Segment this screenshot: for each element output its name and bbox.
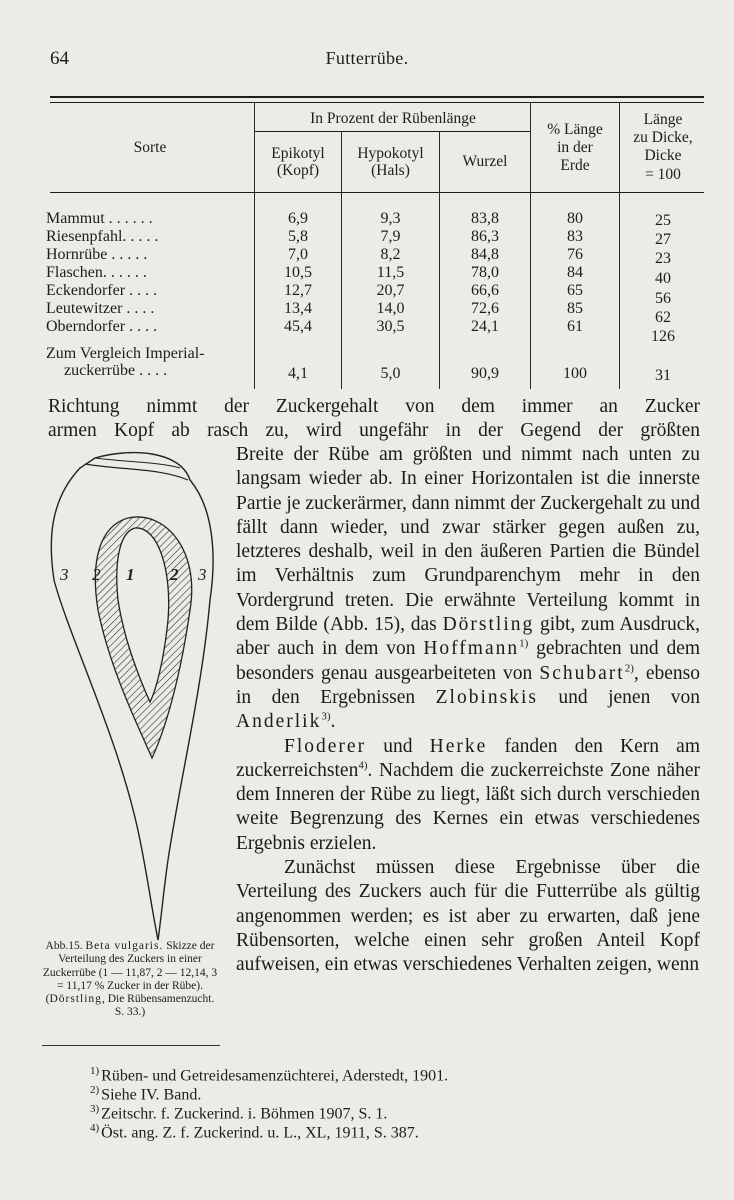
paragraph: Zunächst müssen diese Ergebnisse über die Verteilung des Zuckers auch für die Futterrübe als gültig angenommen werden; es ist aber zu erwarten, daß jene Rübensorten, welche einen sehr großen Anteil Kopf aufweisen, ein etwas verschiedenes Verhalten zeigen, wenn — [236, 857, 700, 976]
author-name: Anderlik — [236, 711, 322, 733]
cell-epikotyl: 13,4 — [284, 300, 312, 317]
cell-wurzel: 66,6 — [471, 282, 499, 299]
body-text-full — [48, 395, 700, 444]
header-hypokotyl-sub: (Hals) — [371, 162, 410, 179]
cell-laenge: 126 — [651, 328, 675, 345]
header-sorte: Sorte — [133, 139, 167, 156]
cell-laenge: 23 — [655, 250, 671, 267]
figure-caption: Abb.15. Beta vulgaris. Skizze der Verteilung des Zuckers in einer Zuckerrübe (1 — 11,87, 2 — 12,14, 3 = 11,17 % Zucker in der Rübe). (Dörstling, Die Rübensamenzucht. S. 33.) — [42, 940, 218, 1019]
cell-erde: 80 — [567, 210, 583, 227]
cell-wurzel: 78,0 — [471, 264, 499, 281]
author-name: Schubart — [539, 662, 625, 684]
header-laenge-3: Dicke — [644, 147, 682, 164]
row-sorte: Mammut . . . . . . — [46, 210, 153, 227]
footnote: $^{2)}$ Siehe IV. Band. — [90, 1084, 202, 1104]
cell-epikotyl: 4,1 — [288, 365, 308, 382]
data-table — [0, 0, 734, 400]
group-header-rule — [255, 131, 530, 132]
cell-erde: 100 — [563, 365, 587, 382]
text-line: armen Kopf ab rasch zu, wird ungefähr in der Gegend der größten — [48, 420, 700, 442]
author-name: Hoffmann — [423, 638, 520, 660]
cell-hypokotyl: 9,3 — [380, 210, 401, 227]
cell-hypokotyl: 20,7 — [376, 282, 405, 299]
cell-hypokotyl: 5,0 — [380, 365, 401, 382]
cell-hypokotyl: 8,2 — [380, 246, 401, 263]
author-name: Zlobinskis — [435, 686, 538, 708]
cell-hypokotyl: 7,9 — [380, 228, 401, 245]
text-line: Richtung nimmt der Zuckergehalt von dem immer an Zucker — [48, 396, 700, 417]
row-sorte-cont: zuckerrübe . . . . — [64, 362, 168, 379]
header-epikotyl-sub: (Kopf) — [276, 162, 320, 179]
header-laenge-2: zu Dicke, — [633, 129, 693, 146]
footnote-ref: 2) — [624, 662, 634, 675]
header-bottom-rule — [50, 192, 704, 193]
cell-laenge: 56 — [655, 290, 671, 307]
zone-label: 2 — [92, 565, 101, 584]
row-sorte: Hornrübe . . . . . — [46, 246, 148, 263]
row-sorte: Riesenpfahl. . . . . — [46, 228, 159, 245]
header-hypokotyl: Hypokotyl — [357, 145, 424, 162]
cell-laenge: 62 — [655, 309, 671, 326]
cell-erde: 76 — [567, 246, 583, 263]
cell-hypokotyl: 11,5 — [376, 264, 405, 281]
cell-hypokotyl: 30,5 — [376, 318, 405, 335]
cell-erde: 84 — [567, 264, 583, 281]
cell-epikotyl: 6,9 — [288, 210, 308, 227]
table-top-rule-thin — [50, 102, 704, 103]
header-wurzel: Wurzel — [462, 153, 508, 170]
page-number: 64 — [50, 48, 69, 69]
cell-erde: 85 — [567, 300, 583, 317]
cell-laenge: 25 — [655, 212, 671, 229]
paragraph: Floderer und Herke fanden den Kern am zuckerreichsten$^{4)}$. Nachdem die zuckerreichste Zone näher dem Inneren der Rübe zu liegt, läßt sich durch verschieden weite Begrenzung des Kernes ein etwas verschiedenes Ergebnis erzielen. — [236, 735, 700, 854]
cell-wurzel: 24,1 — [471, 318, 499, 335]
cell-wurzel: 90,9 — [471, 365, 499, 382]
footnote-ref: 1) — [519, 637, 529, 650]
header-erde-3: Erde — [560, 157, 590, 174]
zone-label: 2 — [170, 565, 179, 584]
cell-laenge: 40 — [655, 270, 671, 287]
row-sorte: Eckendorfer . . . . — [46, 282, 158, 299]
header-laenge-1: Länge — [643, 111, 683, 128]
header-group: In Prozent der Rübenlänge — [310, 110, 476, 127]
row-sorte: Oberndorfer . . . . — [46, 318, 158, 335]
cell-erde: 83 — [567, 228, 583, 245]
cell-epikotyl: 10,5 — [284, 264, 312, 281]
footnote: $^{1)}$ Rüben- und Getreidesamenzüchterei, Aderstedt, 1901. — [90, 1065, 449, 1085]
row-sorte: Flaschen. . . . . . — [46, 264, 147, 281]
footnote: $^{3)}$ Zeitschr. f. Zuckerind. i. Böhmen 1907, S. 1. — [90, 1103, 388, 1123]
zone-label: 1 — [126, 565, 135, 584]
cell-epikotyl: 45,4 — [284, 318, 312, 335]
cell-erde: 61 — [567, 318, 583, 335]
beet-sugar-distribution-figure — [40, 440, 230, 945]
cell-epikotyl: 7,0 — [288, 246, 308, 263]
zone-label: 3 — [60, 565, 69, 584]
cell-laenge: 31 — [655, 367, 671, 384]
cell-wurzel: 83,8 — [471, 210, 499, 227]
author-name: Dörstling — [442, 614, 535, 636]
author-name: Herke — [429, 735, 488, 757]
cell-erde: 65 — [567, 282, 583, 299]
footnote-ref: 3) — [321, 710, 331, 723]
footnote: $^{4)}$ Öst. ang. Z. f. Zuckerind. u. L., XL, 1911, S. 387. — [90, 1122, 419, 1142]
cell-epikotyl: 5,8 — [288, 228, 308, 245]
header-epikotyl: Epikotyl — [271, 145, 325, 162]
author-name: Floderer — [284, 735, 367, 757]
header-erde-1: % Länge — [547, 121, 603, 138]
cell-laenge: 27 — [655, 231, 671, 248]
header-laenge-4: = 100 — [645, 166, 681, 183]
cell-epikotyl: 12,7 — [284, 282, 312, 299]
row-sorte: Zum Vergleich Imperial- — [46, 345, 205, 362]
cell-wurzel: 84,8 — [471, 246, 499, 263]
zone-label: 3 — [198, 565, 207, 584]
caption-rule — [42, 1045, 220, 1046]
footnote-ref: 4) — [358, 759, 368, 772]
header-erde-2: in der — [557, 139, 593, 156]
cell-wurzel: 86,3 — [471, 228, 499, 245]
cell-hypokotyl: 14,0 — [376, 300, 405, 317]
row-sorte: Leutewitzer . . . . — [46, 300, 155, 317]
body-text-column — [236, 443, 700, 978]
paragraph: Breite der Rübe am größten und nimmt nach unten zu langsam wieder ab. In einer Horizontalen ist die innerste Partie je zuckerärmer, dann nimmt der Zuckergehalt zu und fällt dann wieder, und zwar stärker gegen außen zu, letzteres deshalb, weil in den äußeren Partien die Bündel im Verhältnis zum Grundparenchym mehr in den Vordergrund treten. Die erwähnte Verteilung kommt in dem Bilde (Abb. 15), das Dörstling gibt, zum Ausdruck, aber auch in dem von Hoffmann$^{1)}$ gebrachten und dem besonders genau ausgearbeiteten von Schubart$^{2)}$, ebenso in den Ergebnissen Zlobinskis und jenen von Anderlik$^{3)}$. — [236, 444, 701, 733]
cell-wurzel: 72,6 — [471, 300, 499, 317]
table-top-rule — [50, 96, 704, 98]
running-title: Futterrübe. — [325, 48, 409, 68]
